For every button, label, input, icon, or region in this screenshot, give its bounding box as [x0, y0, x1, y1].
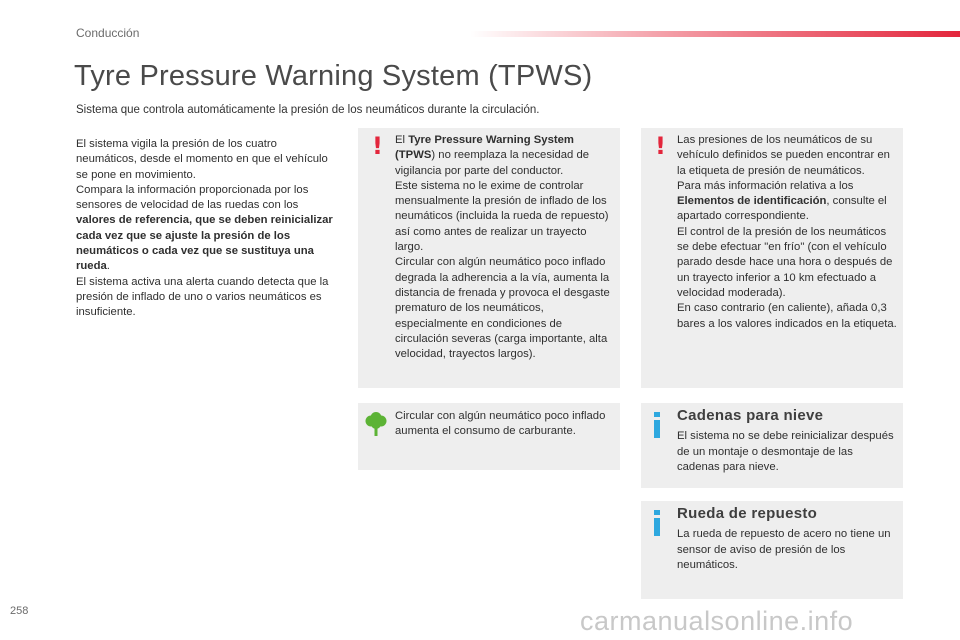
- warning-box-tpws: [358, 128, 620, 388]
- header-accent-line: [470, 31, 960, 37]
- warning-box-pressures: [641, 128, 903, 388]
- eco-box: [358, 403, 620, 470]
- warning-icon: !: [372, 132, 383, 160]
- box-paragraph: Las presiones de los neumáticos de su vehículo definidos se pueden encontrar en la etiqueta de presión de neumáticos.: [677, 134, 890, 177]
- box-paragraph: En caso contrario (en caliente), añada 0,3 bares a los valores indicados en la etiqueta.: [677, 302, 897, 330]
- intro-text: Compara la información proporcionada por los sensores de velocidad de las ruedas con los: [76, 183, 309, 212]
- eco-text: Circular con algún neumático poco inflado aumenta el consumo de carburante.: [395, 410, 606, 438]
- box-paragraph: El control de la presión de los neumáticos se debe efectuar "en frío" (con el vehículo parado desde hace una hora o después de un trayecto inferior a 10 km efectuado a velocidad moderada).: [677, 225, 893, 299]
- box-text: Para más información relativa a los: [677, 179, 854, 192]
- box-paragraph: Este sistema no le exime de controlar mensualmente la presión de inflado de los neumáticos (incluida la rueda de repuesto) así como antes de realizar un trayecto largo.: [395, 179, 609, 254]
- info-icon: [654, 412, 660, 438]
- intro-column: [76, 137, 336, 321]
- page-subtitle: Sistema que controla automáticamente la presión de los neumáticos durante la circulación.: [76, 104, 540, 116]
- intro-paragraph: El sistema activa una alerta cuando detecta que la presión de inflado de uno o varios neumáticos es insuficiente.: [76, 275, 329, 319]
- box-bold-text: Tyre Pressure Warning System (TPWS: [395, 134, 574, 162]
- box-paragraph: [677, 179, 897, 225]
- intro-text: .: [106, 260, 110, 273]
- info-box-text: La rueda de repuesto de acero no tiene un sensor de aviso de presión de los neumáticos.: [677, 528, 891, 571]
- page-number: 258: [10, 605, 29, 617]
- info-box-spare-wheel: [641, 501, 903, 599]
- page-title: Tyre Pressure Warning System (TPWS): [74, 60, 593, 92]
- info-box-text: El sistema no se debe reinicializar después de un montaje o desmontaje de las cadenas para nieve.: [677, 430, 894, 473]
- box-text: El: [395, 134, 406, 146]
- warning-icon: !: [655, 132, 666, 160]
- info-box-title: Cadenas para nieve: [677, 407, 824, 424]
- box-bold-text: Elementos de identificación: [677, 195, 827, 208]
- box-paragraph: [395, 133, 612, 179]
- intro-paragraph: El sistema vigila la presión de los cuatro neumáticos, desde el momento en que el vehículo se pone en movimiento.: [76, 138, 328, 181]
- info-icon: [654, 510, 660, 536]
- box-paragraph: Circular con algún neumático poco inflado degrada la adherencia a la vía, aumenta la distancia de frenada y provoca el desgaste prematuro de los neumáticos, especialmente en condiciones de circulación severas (carga importante, alta velocidad, trayectos largos).: [395, 256, 610, 361]
- watermark: carmanualsonline.info: [580, 606, 854, 636]
- section-title: Conducción: [76, 26, 140, 40]
- box-text: , consulte el apartado correspondiente.: [677, 195, 887, 223]
- intro-paragraph: [76, 183, 336, 275]
- info-box-snow-chains: [641, 403, 903, 488]
- eco-tree-icon: [365, 412, 387, 436]
- box-text: ) no reemplaza la necesidad de vigilancia por parte del conductor.: [395, 149, 590, 177]
- intro-bold-text: valores de referencia, que se deben reinicializar cada vez que se ajuste la presión de los neumáticos o cada vez que se sustituya una rueda: [76, 214, 333, 273]
- info-box-title: Rueda de repuesto: [677, 505, 818, 522]
